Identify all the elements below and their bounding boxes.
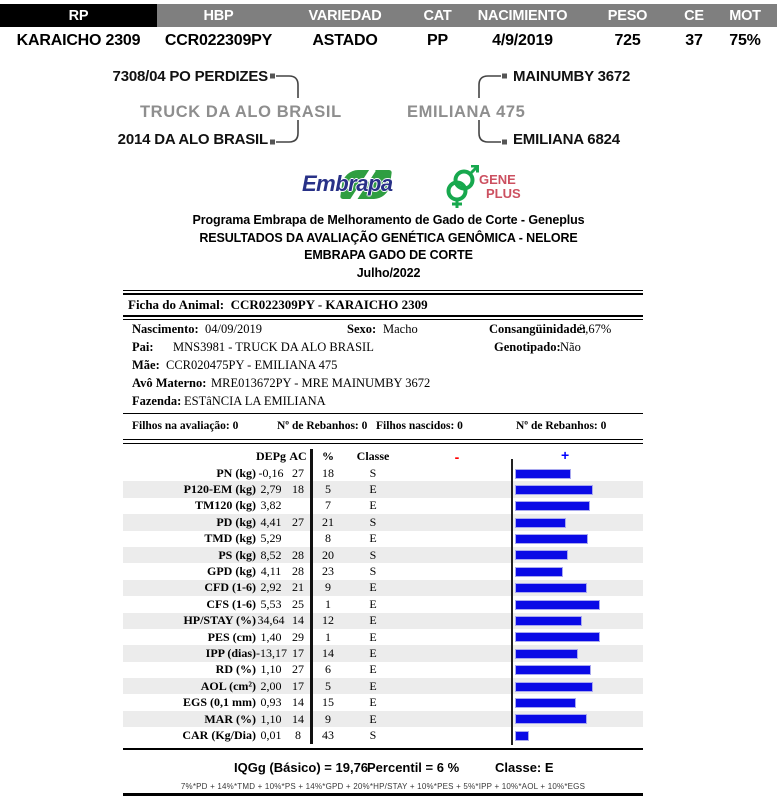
trait-label: P120-EM (kg): [183, 482, 256, 497]
avo-materno-value: MRE013672PY - MRE MAINUMBY 3672: [211, 376, 431, 390]
percentile-bar: [515, 485, 593, 495]
bar-cell: [511, 465, 643, 481]
bar-cell: [511, 596, 643, 612]
depg-header: DEPg: [256, 449, 286, 463]
bar-cell: [511, 629, 643, 645]
percentile-bar: [515, 714, 587, 724]
table-row: [123, 498, 643, 514]
percentile-bar: [515, 567, 563, 577]
table-row: [123, 531, 643, 547]
classe-value: E: [369, 596, 377, 611]
summary-col-label-peso: PESO: [580, 4, 675, 27]
fazenda-label: Fazenda:: [132, 394, 182, 408]
summary-col-value-mot: 75%: [713, 27, 777, 54]
bar-cell: [511, 613, 643, 629]
trait-label: PS (kg): [218, 547, 256, 562]
animal-summary-table: [0, 4, 777, 54]
ac-value: 17: [292, 645, 304, 660]
bar-chart-axis: [511, 459, 513, 745]
classe-value: E: [369, 662, 377, 677]
pedigree-dam-sire: MAINUMBY 3672: [513, 68, 631, 85]
animal-info: [123, 316, 643, 412]
trait-label: TMD (kg): [204, 531, 256, 546]
iqgg-summary: [123, 748, 643, 791]
table-row: [123, 662, 643, 678]
percentile-bar: [515, 469, 571, 479]
pct-value: 8: [325, 531, 331, 546]
classe-value: S: [369, 547, 377, 562]
ac-value: 8: [295, 727, 301, 742]
ac-value: 14: [292, 613, 304, 628]
classe-header: Classe: [356, 449, 390, 463]
trait-label: PES (cm): [207, 629, 256, 644]
counters-bottom-rule: [123, 439, 643, 444]
depg-value: 3,82: [260, 498, 282, 513]
percentile-bar: [515, 600, 600, 610]
summary-col-label-rp: RP: [0, 4, 157, 27]
consanguinidade-label: Consangüinidade:: [489, 322, 587, 336]
summary-header-row: [0, 4, 777, 27]
depg-value: 1,10: [260, 662, 282, 677]
pct-value: 43: [322, 727, 334, 742]
depg-value: 8,52: [260, 547, 282, 562]
nascimento-label: Nascimento:: [132, 322, 199, 336]
mae-label: Mãe:: [132, 358, 160, 372]
minus-header: -: [454, 448, 460, 465]
classe-value: E: [369, 629, 377, 644]
counter-item-3: Nº de Rebanhos: 0: [516, 420, 607, 432]
geneplus-logo: [436, 165, 528, 209]
depg-value: -13,17: [256, 645, 287, 660]
pct-value: 1: [325, 629, 331, 644]
depg-value: 4,11: [260, 564, 282, 579]
table-row: [123, 514, 643, 530]
pct-value: 9: [325, 711, 331, 726]
table-row: [123, 613, 643, 629]
bar-cell: [511, 711, 643, 727]
dep-table: [123, 448, 643, 744]
trait-label: TM120 (kg): [195, 498, 256, 513]
pedigree-sire: TRUCK DA ALO BRASIL: [140, 103, 342, 121]
percentile-bar: [515, 534, 588, 544]
pai-value: MNS3981 - TRUCK DA ALO BRASIL: [173, 340, 374, 354]
ac-value: 18: [292, 482, 304, 497]
trait-label: IPP (dias): [205, 645, 256, 660]
bar-cell: [511, 580, 643, 596]
ficha-value: CCR022309PY - KARAICHO 2309: [230, 297, 428, 312]
ac-value: 27: [292, 514, 304, 529]
genotipado-label: Genotipado:: [494, 340, 561, 354]
depg-value: 5,53: [260, 596, 282, 611]
counter-item-1: Nº de Rebanhos: 0: [277, 420, 368, 432]
summary-bottom-rule: [123, 793, 643, 796]
trait-label: MAR (%): [204, 711, 256, 726]
percentile-bar: [515, 632, 600, 642]
trait-label: HP/STAY (%): [183, 613, 256, 628]
ac-value: 14: [292, 711, 304, 726]
trait-label: RD (%): [215, 662, 256, 677]
pedigree-dam-dam: EMILIANA 6824: [513, 131, 620, 148]
summary-col-label-mot: MOT: [713, 4, 777, 27]
fazenda-value: ESTâNCIA LA EMILIANA: [184, 394, 326, 408]
percentile-bar: [515, 550, 568, 560]
pct-value: 6: [325, 662, 331, 677]
depg-value: 5,29: [260, 531, 282, 546]
embrapa-logo-text: Embrapa: [302, 171, 393, 196]
pct-value: 5: [325, 482, 331, 497]
depg-value: 4,41: [260, 514, 282, 529]
summary-col-label-cat: CAT: [410, 4, 465, 27]
percentile-bar: [515, 649, 578, 659]
classe-value: S: [369, 564, 377, 579]
unit-title: EMBRAPA GADO DE CORTE: [304, 248, 473, 262]
summary-col-value-nacimiento: 4/9/2019: [465, 27, 580, 54]
pct-value: 9: [325, 580, 331, 595]
ac-value: 28: [292, 564, 304, 579]
pct-value: 1: [325, 596, 331, 611]
classe-value: E: [369, 695, 377, 710]
table-row: [123, 596, 643, 612]
percentile-bar: [515, 583, 587, 593]
pedigree-dam: EMILIANA 475: [407, 103, 526, 121]
percentile-bar: [515, 698, 576, 708]
classe-value: E: [369, 580, 377, 595]
sexo-label: Sexo:: [347, 322, 377, 336]
counter-item-2: Filhos nascidos: 0: [376, 420, 463, 432]
bar-cell: [511, 694, 643, 710]
pct-value: 7: [325, 498, 331, 513]
pedigree-bracket-right-icon: [471, 70, 509, 150]
table-row: [123, 580, 643, 596]
pct-header: %: [322, 449, 334, 463]
pedigree-bracket-left-icon: [268, 70, 306, 150]
ac-value: 21: [292, 580, 304, 595]
summary-col-label-nacimiento: NACIMIENTO: [465, 4, 580, 27]
iqgg-formula: 7%*PD + 14%*TMD + 10%*PS + 14%*GPD + 20%*HP/STAY + 10%*PES + 5%*IPP + 10%*AOL + 10%*EGS: [180, 782, 586, 791]
geneplus-text-gene: GENE: [479, 172, 516, 187]
pedigree-sire-sire: 7308/04 PO PERDIZES: [112, 68, 268, 85]
summary-col-value-hbp: CCR022309PY: [157, 27, 280, 54]
table-row: [123, 711, 643, 727]
pct-value: 12: [322, 613, 334, 628]
pct-value: 14: [322, 645, 334, 660]
bar-cell: [511, 678, 643, 694]
summary-top-rule: [123, 748, 643, 750]
results-title: RESULTADOS DA AVALIAÇÃO GENÉTICA GENÔMICA - NELORE: [199, 230, 578, 245]
classe-value: E: [369, 711, 377, 726]
percentile-bar: [515, 731, 529, 741]
table-row: [123, 563, 643, 579]
bar-cell: [511, 498, 643, 514]
trait-label: GPD (kg): [207, 564, 256, 579]
program-title: Programa Embrapa de Melhoramento de Gado de Corte - Geneplus: [192, 213, 585, 227]
depg-value: 1,10: [260, 711, 282, 726]
pct-value: 23: [322, 564, 334, 579]
bar-cell: [511, 727, 643, 743]
classe-value: E: [369, 678, 377, 693]
depg-value: 2,79: [260, 482, 282, 497]
mae-value: CCR020475PY - EMILIANA 475: [166, 358, 338, 372]
pct-value: 5: [325, 678, 331, 693]
depg-value: 0,01: [260, 727, 282, 742]
consanguinidade-value: 3,67%: [579, 322, 612, 336]
pct-value: 20: [322, 547, 334, 562]
table-row: [123, 694, 643, 710]
iqgg-value: IQGg (Básico) = 19,76: [234, 760, 369, 775]
classe-summary-value: Classe: E: [495, 760, 554, 775]
ac-value: 25: [292, 596, 304, 611]
ficha-title: [123, 295, 643, 315]
progeny-counters: [123, 413, 643, 446]
bar-cell: [511, 531, 643, 547]
summary-col-label-variedad: VARIEDAD: [280, 4, 410, 27]
trait-label: PD (kg): [216, 514, 256, 529]
depg-value: 1,40: [260, 629, 282, 644]
summary-col-value-cat: PP: [410, 27, 465, 54]
trait-label: AOL (cm²): [200, 678, 256, 693]
avo-materno-label: Avô Materno:: [132, 376, 207, 390]
classe-value: S: [369, 727, 377, 742]
summary-col-value-rp: KARAICHO 2309: [0, 27, 157, 54]
table-row: [123, 645, 643, 661]
bar-cell: [511, 481, 643, 497]
summary-col-value-variedad: ASTADO: [280, 27, 410, 54]
depg-value: 2,00: [260, 678, 282, 693]
ac-value: 14: [292, 695, 304, 710]
percentile-bar: [515, 682, 593, 692]
trait-label: CFD (1-6): [204, 580, 256, 595]
bar-cell: [511, 563, 643, 579]
dep-table-rows: [123, 465, 643, 744]
classe-value: S: [369, 465, 377, 480]
classe-value: S: [369, 514, 377, 529]
embrapa-logo: [302, 169, 420, 205]
ac-header: AC: [289, 449, 307, 463]
ac-value: 29: [292, 629, 304, 644]
table-row: [123, 465, 643, 481]
sexo-value: Macho: [383, 322, 418, 336]
classe-value: E: [369, 482, 377, 497]
trait-label: PN (kg): [216, 465, 256, 480]
percentile-bar: [515, 518, 566, 528]
summary-col-value-ce: 37: [675, 27, 713, 54]
logos-row: [302, 165, 528, 209]
pedigree-sire-dam: 2014 DA ALO BRASIL: [117, 131, 268, 148]
pct-value: 21: [322, 514, 334, 529]
depg-value: 34,64: [257, 613, 285, 628]
depg-value: 0,93: [260, 695, 282, 710]
classe-value: E: [369, 613, 377, 628]
trait-label: CFS (1-6): [206, 596, 256, 611]
table-row: [123, 481, 643, 497]
genotipado-value: Não: [560, 340, 581, 354]
pct-value: 15: [322, 695, 334, 710]
bar-cell: [511, 514, 643, 530]
trait-label: CAR (Kg/Dia): [182, 727, 256, 742]
percentile-bar: [515, 665, 591, 675]
depg-value: 2,92: [260, 580, 282, 595]
report-titles: [0, 212, 777, 282]
summary-col-value-peso: 725: [580, 27, 675, 54]
bar-cell: [511, 662, 643, 678]
percentil-value: Percentil = 6 %: [367, 760, 460, 775]
percentile-bar: [515, 616, 582, 626]
dep-table-header: [123, 448, 643, 465]
table-row: [123, 678, 643, 694]
counter-item-0: Filhos na avaliação: 0: [132, 420, 239, 432]
percentile-bar: [515, 501, 590, 511]
ac-value: 27: [292, 662, 304, 677]
pct-value: 18: [322, 465, 334, 480]
classe-value: E: [369, 498, 377, 513]
summary-col-label-ce: CE: [675, 4, 713, 27]
table-row: [123, 547, 643, 563]
trait-label: EGS (0,1 mm): [183, 695, 256, 710]
plus-header: +: [561, 447, 570, 463]
depg-value: -0,16: [258, 465, 284, 480]
pai-label: Pai:: [132, 340, 154, 354]
plus-header-cell: [511, 448, 643, 465]
pedigree-diagram: [0, 60, 777, 160]
ac-value: 17: [292, 678, 304, 693]
edition-date: Julho/2022: [356, 265, 421, 280]
classe-value: E: [369, 531, 377, 546]
table-row: [123, 629, 643, 645]
bar-cell: [511, 645, 643, 661]
ac-value: 28: [292, 547, 304, 562]
table-row: [123, 727, 643, 743]
ficha-label: Ficha do Animal:: [128, 297, 225, 312]
summary-value-row: [0, 27, 777, 54]
table-vertical-divider: [310, 449, 313, 744]
summary-col-label-hbp: HBP: [157, 4, 280, 27]
nascimento-value: 04/09/2019: [205, 322, 262, 336]
ac-value: 27: [292, 465, 304, 480]
classe-value: E: [369, 645, 377, 660]
bar-cell: [511, 547, 643, 563]
geneplus-text-plus: PLUS: [486, 186, 521, 201]
